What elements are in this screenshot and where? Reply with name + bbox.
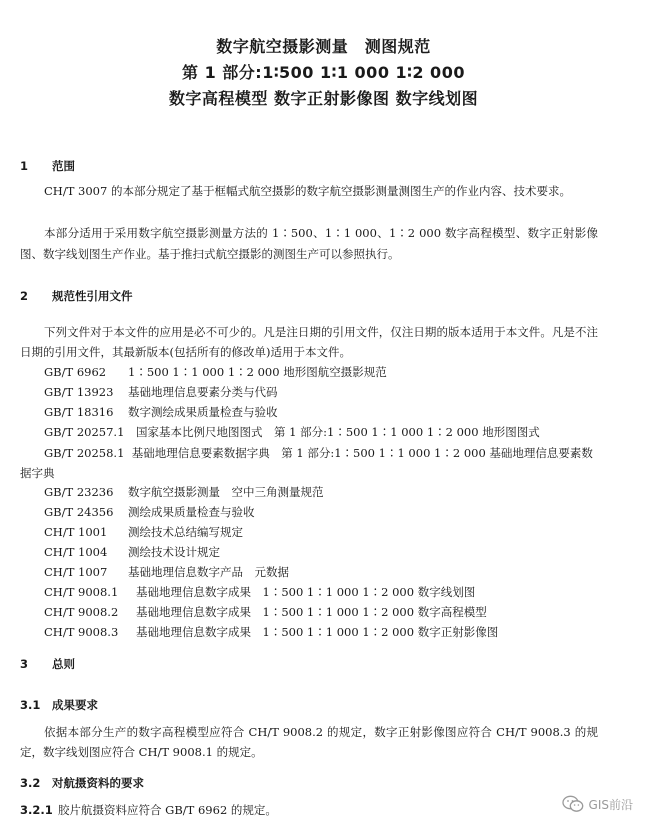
section-title: 成果要求 [52,698,98,712]
section-3-1-heading [20,697,98,713]
reference-item: CH/T 9008.3 基础地理信息数字成果 1∶500 1∶1 000 1∶2 000 数字正射影像图 [44,625,499,639]
reference-item: CH/T 1007 基础地理信息数字产品 元数据 [44,565,289,579]
reference-item: GB/T 24356 测绘成果质量检查与验收 [44,505,255,519]
section-title: 对航摄资料的要求 [52,776,144,790]
title-line-1: 数字航空摄影测量 测图规范 [216,37,431,56]
title-line-3: 数字高程模型 数字正射影像图 数字线划图 [168,89,479,108]
section-3-2-heading [20,775,144,791]
section-title: 总则 [52,657,75,671]
reference-item: CH/T 9008.1 基础地理信息数字成果 1∶500 1∶1 000 1∶2 000 数字线划图 [44,585,476,599]
section-3-heading [20,656,75,672]
watermark [562,795,633,813]
reference-item: CH/T 1004 测绘技术设计规定 [44,545,220,559]
section-1-paragraph-1: CH/T 3007 的本部分规定了基于框幅式航空摄影的数字航空摄影测量测图生产的作业内容、技术要求。 [44,184,571,198]
section-2-heading [20,288,133,304]
section-number: 3.2.1 [20,803,53,817]
reference-item: GB/T 20258.1 基础地理信息要素数据字典 第 1 部分:1∶500 1∶1 000 1∶2 000 基础地理信息要素数据字典 [20,446,593,480]
section-number: 2 [20,289,29,303]
section-1-paragraph-2: 本部分适用于采用数字航空摄影测量方法的 1∶500、1∶1 000、1∶2 000 数字高程模型、数字正射影像图、数字线划图生产作业。基于推扫式航空摄影的测图生产可以参照执行。 [20,226,598,261]
section-number: 1 [20,159,29,173]
reference-item: GB/T 23236 数字航空摄影测量 空中三角测量规范 [44,485,324,499]
section-number: 3.2 [20,776,41,790]
section-number: 3 [20,657,29,671]
reference-item: GB/T 18316 数字测绘成果质量检查与验收 [44,405,278,419]
section-1-heading [20,158,75,174]
reference-item: CH/T 1001 测绘技术总结编写规定 [44,525,243,539]
section-3-2-1-line [20,802,277,818]
clause-text: 胶片航摄资料应符合 GB/T 6962 的规定。 [58,803,277,817]
reference-item: GB/T 6962 1∶500 1∶1 000 1∶2 000 地形图航空摄影规范 [44,365,387,379]
section-title: 规范性引用文件 [52,289,133,303]
watermark-text: GIS前沿 [588,797,633,812]
title-line-2: 第 1 部分:1∶500 1∶1 000 1∶2 000 [182,63,465,82]
section-3-1-paragraph: 依据本部分生产的数字高程模型应符合 CH/T 9008.2 的规定，数字正射影像图应符合 CH/T 9008.3 的规定，数字线划图应符合 CH/T 9008.1 的规定。 [20,725,598,759]
section-number: 3.1 [20,698,41,712]
section-2-intro: 下列文件对于本文件的应用是必不可少的。凡是注日期的引用文件，仅注日期的版本适用于本文件。凡是不注日期的引用文件，其最新版本(包括所有的修改单)适用于本文件。 [20,325,598,359]
reference-item: GB/T 20257.1 国家基本比例尺地图图式 第 1 部分:1∶500 1∶1 000 1∶2 000 地形图图式 [44,425,540,439]
reference-item: CH/T 9008.2 基础地理信息数字成果 1∶500 1∶1 000 1∶2 000 数字高程模型 [44,605,487,619]
section-title: 范围 [52,159,75,173]
reference-item: GB/T 13923 基础地理信息要素分类与代码 [44,385,278,399]
wechat-icon [562,795,584,813]
